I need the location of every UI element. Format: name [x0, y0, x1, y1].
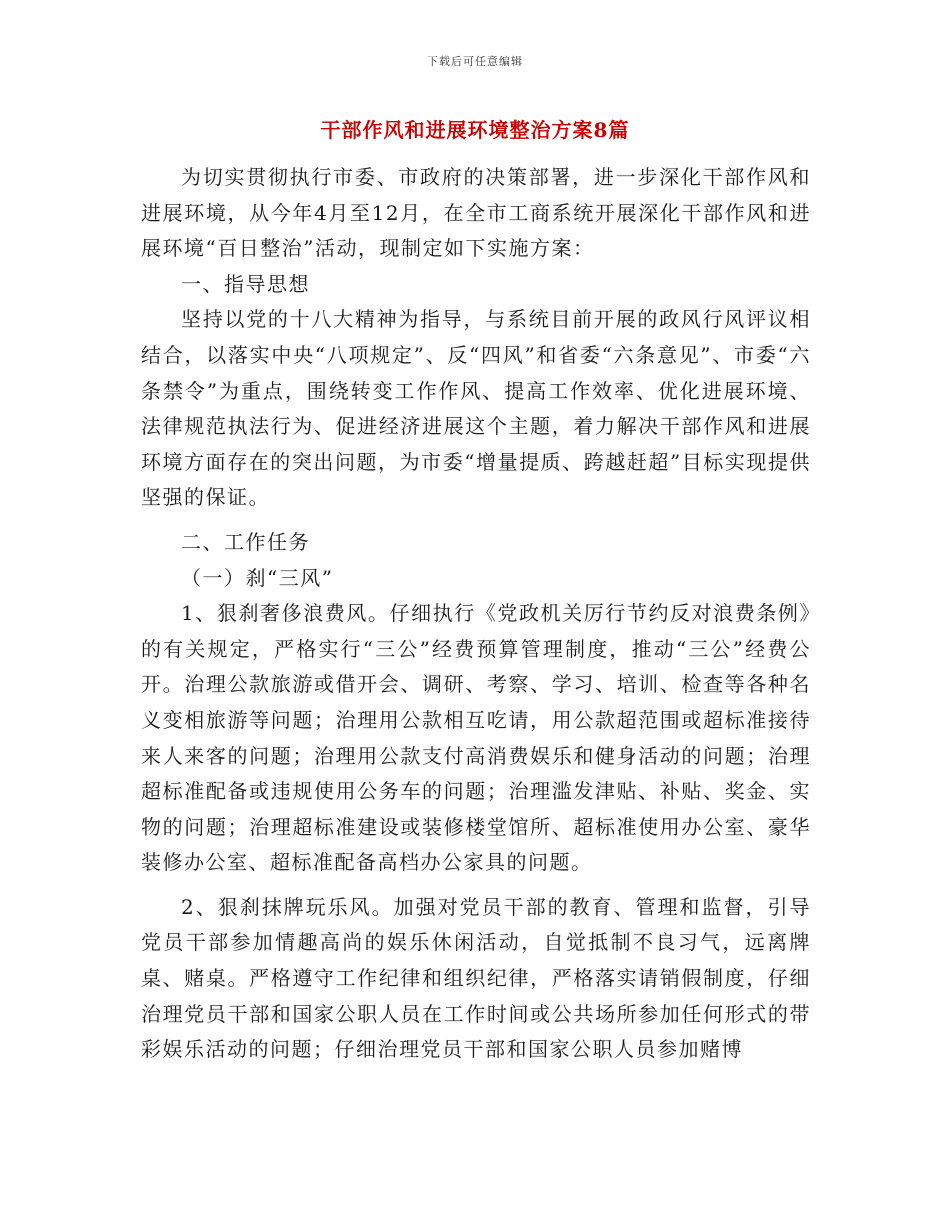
- section-heading-guiding-ideology: 一、指导思想: [181, 271, 310, 296]
- header-note: 下载后可任意编辑: [427, 55, 523, 68]
- task-item-2-paragraph: 2、狠刹抹牌玩乐风。加强对党员干部的教育、管理和监督，引导党员干部参加情趣高尚的娱乐休闲活动，自觉抵制不良习气，远离牌桌、赌桌。严格遵守工作纪律和组织纪律，严格落实请销假制度，仔细治理党员干部和国家公职人员在工作时间或公共场所参加任何形式的带彩娱乐活动的问题；仔细治理党员干部和国家公职人员参加赌博: [141, 894, 811, 1062]
- guiding-ideology-paragraph: 坚持以党的十八大精神为指导，与系统目前开展的政风行风评议相结合，以落实中央“八项规定”、反“四风”和省委“六条意见”、市委“六条禁令”为重点，围绕转变工作作风、提高工作效率、优化进展环境、法律规范执法行为、促进经济进展这个主题，着力解决干部作风和进展环境方面存在的突出问题，为市委“增量提质、跨越赶超”目标实现提供坚强的保证。: [141, 307, 811, 510]
- subsection-heading-three-styles: （一）刹“三风”: [181, 565, 334, 590]
- task-item-1-paragraph: 1、狠刹奢侈浪费风。仔细执行《党政机关厉行节约反对浪费条例》的有关规定，严格实行“三公”经费预算管理制度，推动“三公”经费公开。治理公款旅游或借开会、调研、考察、学习、培训、检查等各种名义变相旅游等问题；治理用公款相互吃请，用公款超范围或超标准接待来人来客的问题；治理用公款支付高消费娱乐和健身活动的问题；治理超标准配备或违规使用公务车的问题；治理滥发津贴、补贴、奖金、实物的问题；治理超标准建设或装修楼堂馆所、超标准使用办公室、豪华装修办公室、超标准配备高档办公家具的问题。: [141, 601, 811, 875]
- document-title: 干部作风和进展环境整治方案8篇: [320, 118, 630, 142]
- document-body: [141, 160, 811, 1068]
- intro-paragraph: 为切实贯彻执行市委、市政府的决策部署，进一步深化干部作风和进展环境，从今年4月至12月，在全市工商系统开展深化干部作风和进展环境“百日整治”活动，现制定如下实施方案：: [141, 165, 811, 261]
- section-heading-work-tasks: 二、工作任务: [181, 529, 310, 554]
